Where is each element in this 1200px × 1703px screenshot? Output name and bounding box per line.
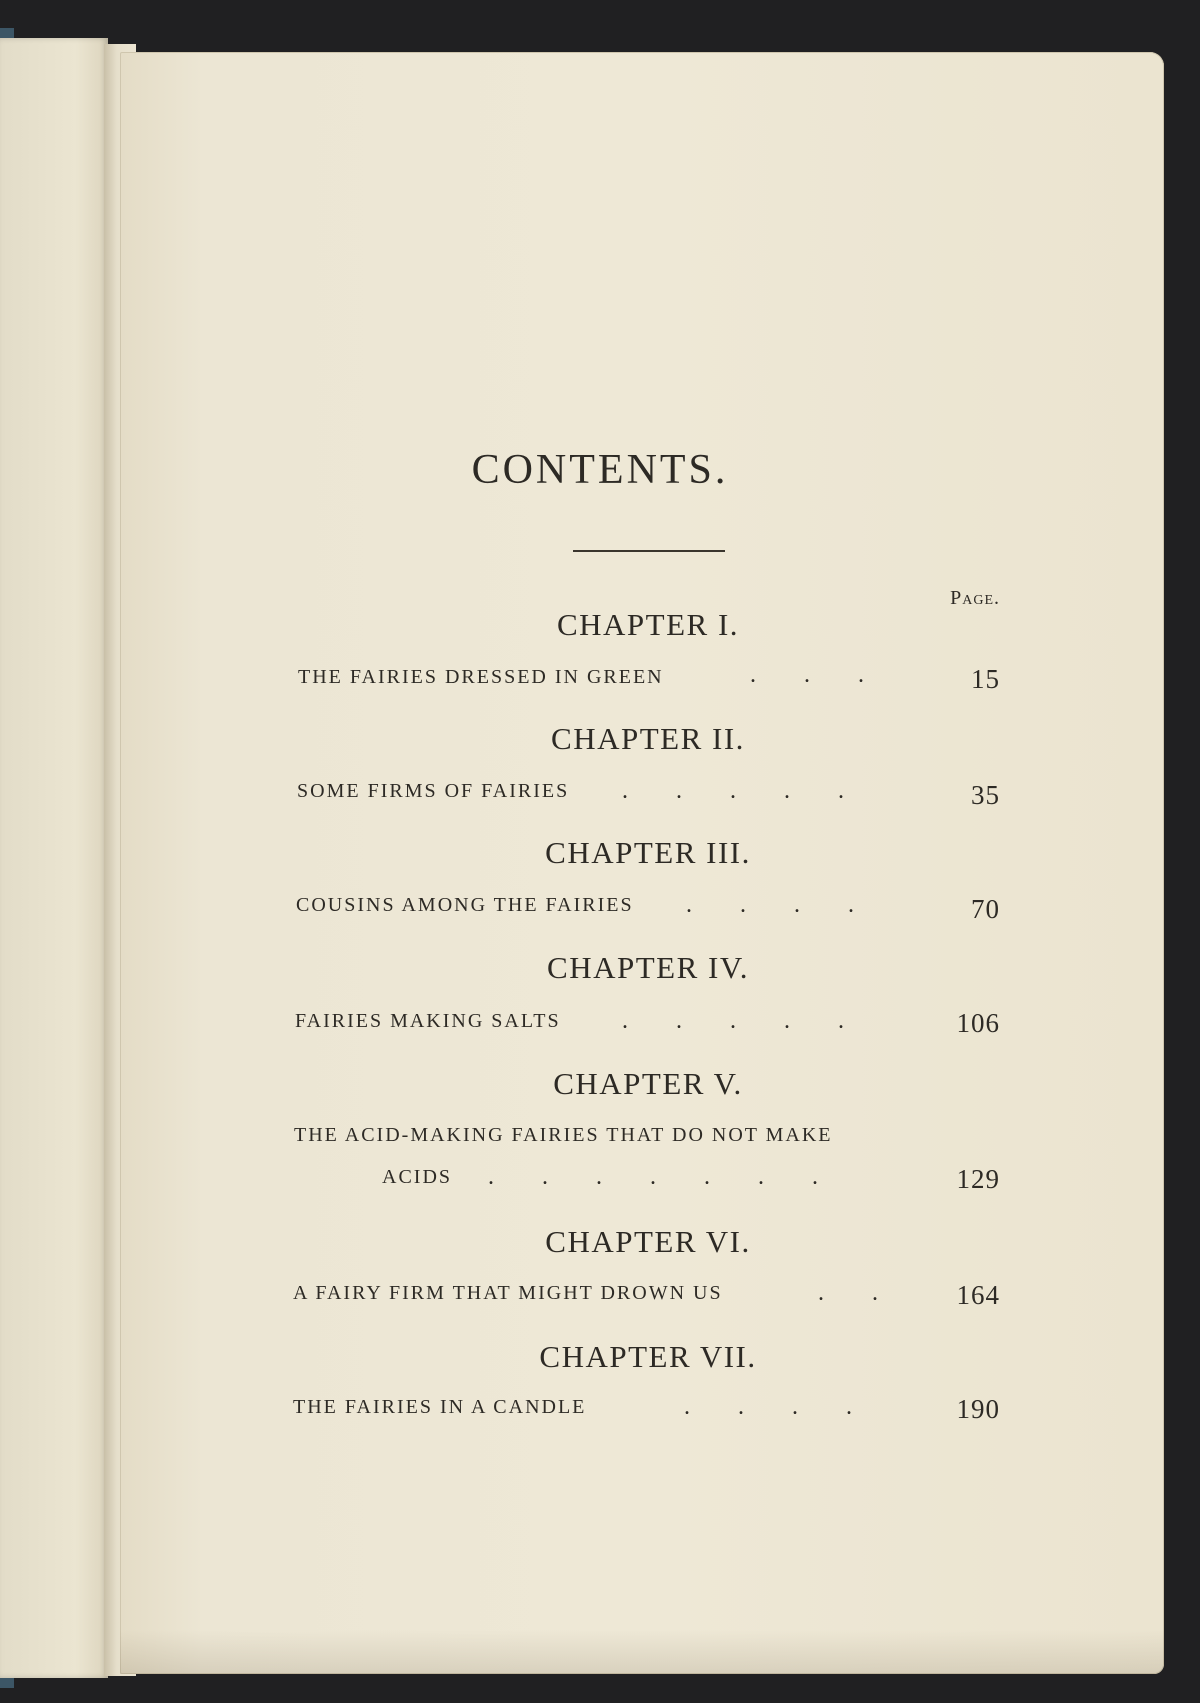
chapter-title: THE ACID-MAKING FAIRIES THAT DO NOT MAKE	[294, 1124, 833, 1146]
chapter-heading: CHAPTER III.	[545, 835, 751, 870]
page-number: 70	[971, 894, 1000, 924]
title-rule	[573, 550, 725, 552]
dot-leaders: . . . . . . .	[488, 1164, 818, 1190]
chapter-heading: CHAPTER VI.	[545, 1224, 751, 1259]
chapter-title: SOME FIRMS OF FAIRIES	[297, 780, 570, 802]
dot-leaders: . . . . .	[622, 778, 844, 804]
page-number: 15	[971, 664, 1000, 694]
chapter-title: A FAIRY FIRM THAT MIGHT DROWN US	[293, 1282, 723, 1304]
chapter-title-continued: ACIDS	[382, 1166, 453, 1188]
page-number: 35	[971, 780, 1000, 810]
page-number: 164	[956, 1280, 1000, 1310]
chapter-title: COUSINS AMONG THE FAIRIES	[296, 894, 634, 916]
chapter-heading: CHAPTER V.	[553, 1066, 743, 1101]
page-number: 129	[956, 1164, 1000, 1194]
page-number: 106	[956, 1008, 1000, 1038]
chapter-title: THE FAIRIES IN A CANDLE	[293, 1396, 587, 1418]
page-column-label: Page.	[950, 587, 1000, 609]
chapter-heading: CHAPTER IV.	[547, 950, 749, 985]
chapter-title: THE FAIRIES DRESSED IN GREEN	[298, 666, 664, 688]
chapter-heading: CHAPTER I.	[556, 607, 740, 642]
chapter-title: FAIRIES MAKING SALTS	[295, 1010, 561, 1032]
dot-leaders: . . . . .	[622, 1008, 844, 1034]
dot-leaders: . .	[818, 1280, 878, 1306]
dot-leaders: . . . .	[684, 1394, 852, 1420]
contents-title: CONTENTS.	[471, 447, 729, 493]
dot-leaders: . . . .	[686, 892, 854, 918]
dot-leaders: . . .	[750, 662, 864, 688]
chapter-heading: CHAPTER II.	[551, 721, 745, 756]
chapter-heading: CHAPTER VII.	[539, 1339, 757, 1374]
page-edge-shadow	[120, 1630, 1164, 1674]
page-number: 190	[956, 1394, 1000, 1424]
